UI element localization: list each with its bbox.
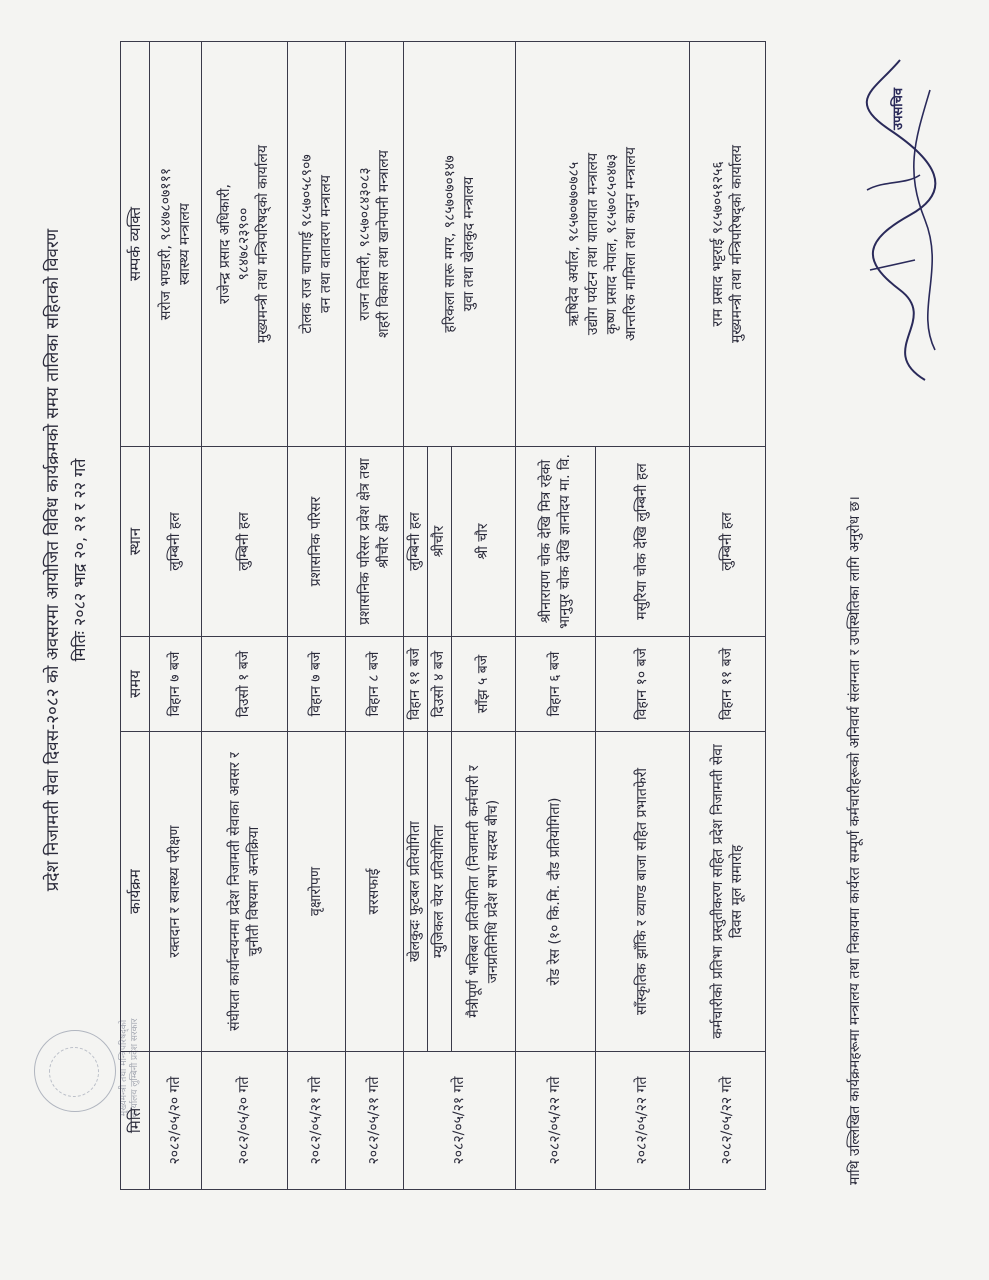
cell-contact	[404, 42, 516, 447]
contact-line: आन्तरिक मामिला तथा कानुन मन्त्रालय	[622, 147, 639, 341]
table-header-row	[121, 42, 150, 1190]
cell-program: कर्मचारीको प्रतिभा प्रस्तुतीकरण सहित प्रदेश निजामती सेवा दिवस मूल समारोह	[690, 732, 766, 1052]
cell-date: २०८२/०५/२० गते	[202, 1052, 288, 1190]
cell-venue: लुम्बिनी हल	[150, 447, 202, 637]
cell-venue: श्रीचौर	[428, 447, 452, 637]
cell-time: विहान ८ बजे	[346, 637, 404, 732]
contact-line: कृष्ण प्रसाद नेपाल, ९८५७०८५०४७३	[603, 153, 620, 335]
contact-line: वन तथा वातावरण मन्त्रालय	[317, 175, 334, 313]
cell-venue: श्रीनारायण चोक देखि मित्र रहेको भानुपुर चोक देखि ज्ञानोदय मा. वि.	[516, 447, 596, 637]
document-date-line: मितिः २०८२ भाद्र २०, २१ र २२ गते	[70, 458, 89, 662]
cell-venue: मसुरिया चोक देखि लुम्बिनी हल	[596, 447, 690, 637]
cell-contact	[150, 42, 202, 447]
header-time: समय	[121, 637, 150, 732]
cell-venue: लुम्बिनी हल	[404, 447, 428, 637]
contact-line: उद्योग पर्यटन तथा यातायात मन्त्रालय	[584, 152, 601, 336]
cell-time: साँझ ५ बजे	[452, 637, 516, 732]
office-seal	[34, 1018, 140, 1118]
header-program: कार्यक्रम	[121, 732, 150, 1052]
header-date: मिति	[121, 1052, 150, 1190]
cell-date: २०८२/०५/२१ गते	[288, 1052, 346, 1190]
cell-venue: लुम्बिनी हल	[690, 447, 766, 637]
contact-line: मुख्यमन्त्री तथा मन्त्रिपरिषद्को कार्यालय	[255, 144, 271, 344]
cell-time: विहान ११ बजे	[404, 637, 428, 732]
cell-time: दिउसो ४ बजे	[428, 637, 452, 732]
cell-venue: प्रशासनिक परिसर	[288, 447, 346, 637]
cell-contact	[288, 42, 346, 447]
cell-program: रोड रेस (१० कि.मि. दौड प्रतियोगिता)	[516, 732, 596, 1052]
cell-time: विहान ७ बजे	[288, 637, 346, 732]
contact-line: सरोज भण्डारी, ९८४७८०७१११	[157, 167, 174, 321]
contact-line: मुख्यमन्त्री तथा मन्त्रिपरिषद्को कार्यालय	[728, 144, 745, 344]
signatory-designation: उपसचिव	[891, 87, 906, 130]
cell-program: म्युजिकल चेयर प्रतियोगिता	[428, 732, 452, 1052]
cell-program: संघीयता कार्यान्वयनमा प्रदेश निजामती सेवाका अवसर र चुनौती विषयमा अन्तक्रिया	[202, 732, 288, 1052]
footnote: माथि उल्लिखित कार्यक्रमहरूमा मन्त्रालय तथा निकायमा कार्यरत सम्पूर्ण कर्मचारीहरूको अनिवार्य संलग्नता र उपस्थितिका लागि अनुरोध छ।	[847, 496, 863, 1185]
cell-program: रक्तदान र स्वास्थ्य परीक्षण	[150, 732, 202, 1052]
contact-line: टोलक राज चापागाई ९८५७०५८९०७	[298, 154, 315, 334]
cell-date: २०८२/०५/२२ गते	[596, 1052, 690, 1190]
cell-time: विहान ६ बजे	[516, 637, 596, 732]
cell-time: विहान १० बजे	[596, 637, 690, 732]
contact-line: स्वास्थ्य मन्त्रालय	[176, 203, 193, 285]
header-contact: सम्पर्क व्यक्ति	[121, 42, 150, 447]
header-venue: स्थान	[121, 447, 150, 637]
cell-date: २०८२/०५/२२ गते	[690, 1052, 766, 1190]
cell-time: दिउसो १ बजे	[202, 637, 288, 732]
cell-venue: लुम्बिनी हल	[202, 447, 288, 637]
table-row	[288, 42, 346, 1190]
cell-date: २०८२/०५/२२ गते	[516, 1052, 596, 1190]
table-row	[690, 42, 766, 1190]
table-row	[516, 42, 596, 1190]
cell-date: २०८२/०५/२१ गते	[346, 1052, 404, 1190]
seal-text: मुख्यमन्त्री तथा मन्त्रिपरिषद्को कार्यालय लुम्बिनी प्रदेश सरकार	[119, 1018, 140, 1118]
table-row	[404, 42, 428, 1190]
contact-line: राम प्रसाद भट्टराई ९८५७०५१२५६	[709, 161, 726, 327]
cell-contact	[346, 42, 404, 447]
table-row	[150, 42, 202, 1190]
cell-venue: प्रशासनिक परिसर प्रवेश क्षेत्र तथा श्रीचौर क्षेत्र	[346, 447, 404, 637]
cell-contact	[690, 42, 766, 447]
cell-contact	[516, 42, 690, 447]
schedule-table	[120, 41, 766, 1190]
cell-time: विहान ७ बजे	[150, 637, 202, 732]
cell-program: खेलकुदः फुटबल प्रतियोगिता	[404, 732, 428, 1052]
contact-line: ९८४७८२३९००	[236, 207, 252, 281]
cell-program: सरसफाई	[346, 732, 404, 1052]
contact-line: राजेन्द्र प्रसाद अधिकारी,	[217, 184, 233, 305]
table-row	[346, 42, 404, 1190]
contact-line: शहरी विकास तथा खानेपानी मन्त्रालय	[375, 150, 392, 338]
cell-venue: श्री चौर	[452, 447, 516, 637]
cell-program: साँस्कृतिक झाँकि र व्याण्ड बाजा सहित प्रभातफेरी	[596, 732, 690, 1052]
cell-contact	[202, 42, 288, 447]
cell-date: २०८२/०५/२० गते	[150, 1052, 202, 1190]
contact-line: हरिकला सारू मगर, ९८५७०७०१४७	[441, 155, 458, 333]
cell-date: २०८२/०५/२१ गते	[404, 1052, 516, 1190]
cell-program: वृक्षारोपण	[288, 732, 346, 1052]
cell-time: विहान ११ बजे	[690, 637, 766, 732]
table-row	[202, 42, 288, 1190]
document-title: प्रदेश निजामती सेवा दिवस-२०८२ को अवसरमा आयोजित विविध कार्यक्रमको समय तालिका सहितको विवरण	[43, 228, 63, 892]
contact-line: राजन तिवारी, ९८५७०८४३०८३	[356, 167, 373, 321]
contact-line: युवा तथा खेलकुद मन्त्रालय	[460, 176, 477, 312]
cell-program: मैत्रीपूर्ण भलिबल प्रतियोगिता (निजामती कर्मचारी र जनप्रतिनिधि प्रदेश सभा सदस्य बीच)	[452, 732, 516, 1052]
contact-line: ऋषिदेव अर्याल, ९८५७०७७०७८५	[565, 161, 582, 327]
